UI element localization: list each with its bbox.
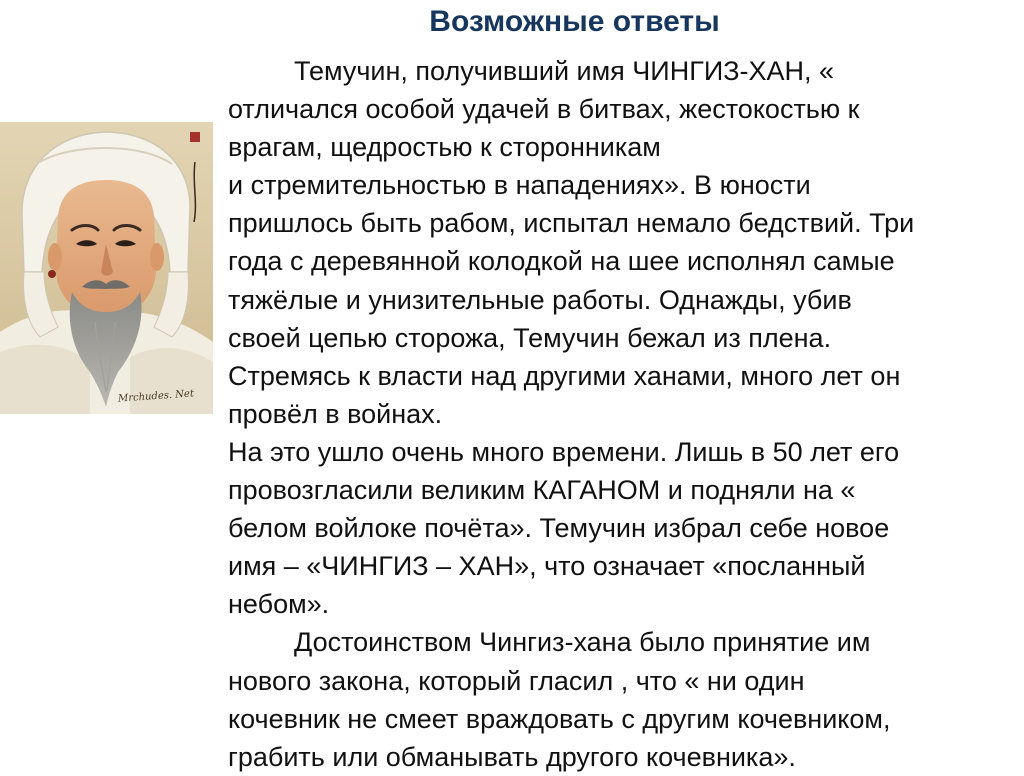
slide-title: Возможные ответы xyxy=(429,5,720,38)
text-line: белом войлоке почёта». Темучин избрал себе новое xyxy=(228,513,890,544)
text-line: кочевник не смеет враждовать с другим кочевником, xyxy=(228,703,891,734)
text-line: небом». xyxy=(228,589,330,620)
text-line: Темучин, получивший имя ЧИНГИЗ-ХАН, « xyxy=(294,56,835,86)
portrait-image xyxy=(0,122,213,414)
text-line: своей цепью сторожа, Темучин бежал из плена. xyxy=(228,322,832,353)
text-line: провозгласили великим КАГАНОМ и подняли на « xyxy=(228,475,856,506)
text-line: врагам, щедростью к сторонникам xyxy=(228,132,661,163)
text-line: грабить или обманывать другого кочевника». xyxy=(228,741,796,772)
text-line: нового закона, который гласил , что « ни один xyxy=(228,665,805,696)
text-line: тяжёлые и унизительные работы. Однажды, убив xyxy=(228,284,852,315)
text-line: Достоинством Чингиз-хана было принятие им xyxy=(294,627,871,658)
text-line: провёл в войнах. xyxy=(228,398,443,429)
text-line: На это ушло очень много времени. Лишь в 50 лет его xyxy=(228,436,900,467)
text-line: года с деревянной колодкой на шее исполнял самые xyxy=(228,246,895,277)
text-line: пришлось быть рабом, испытал немало бедствий. Три xyxy=(228,208,915,239)
text-line: имя – «ЧИНГИЗ – ХАН», что означает «посланный xyxy=(228,551,866,582)
text-line: отличался особой удачей в битвах, жестокостью к xyxy=(228,94,860,125)
text-line: и стремительностью в нападениях». В юности xyxy=(228,170,811,201)
text-line: Стремясь к власти над другими ханами, много лет он xyxy=(228,360,901,391)
portrait-signature: Mrchudes. Net xyxy=(117,388,195,405)
genghis-khan-portrait xyxy=(0,122,213,414)
answer-text xyxy=(228,52,1018,776)
